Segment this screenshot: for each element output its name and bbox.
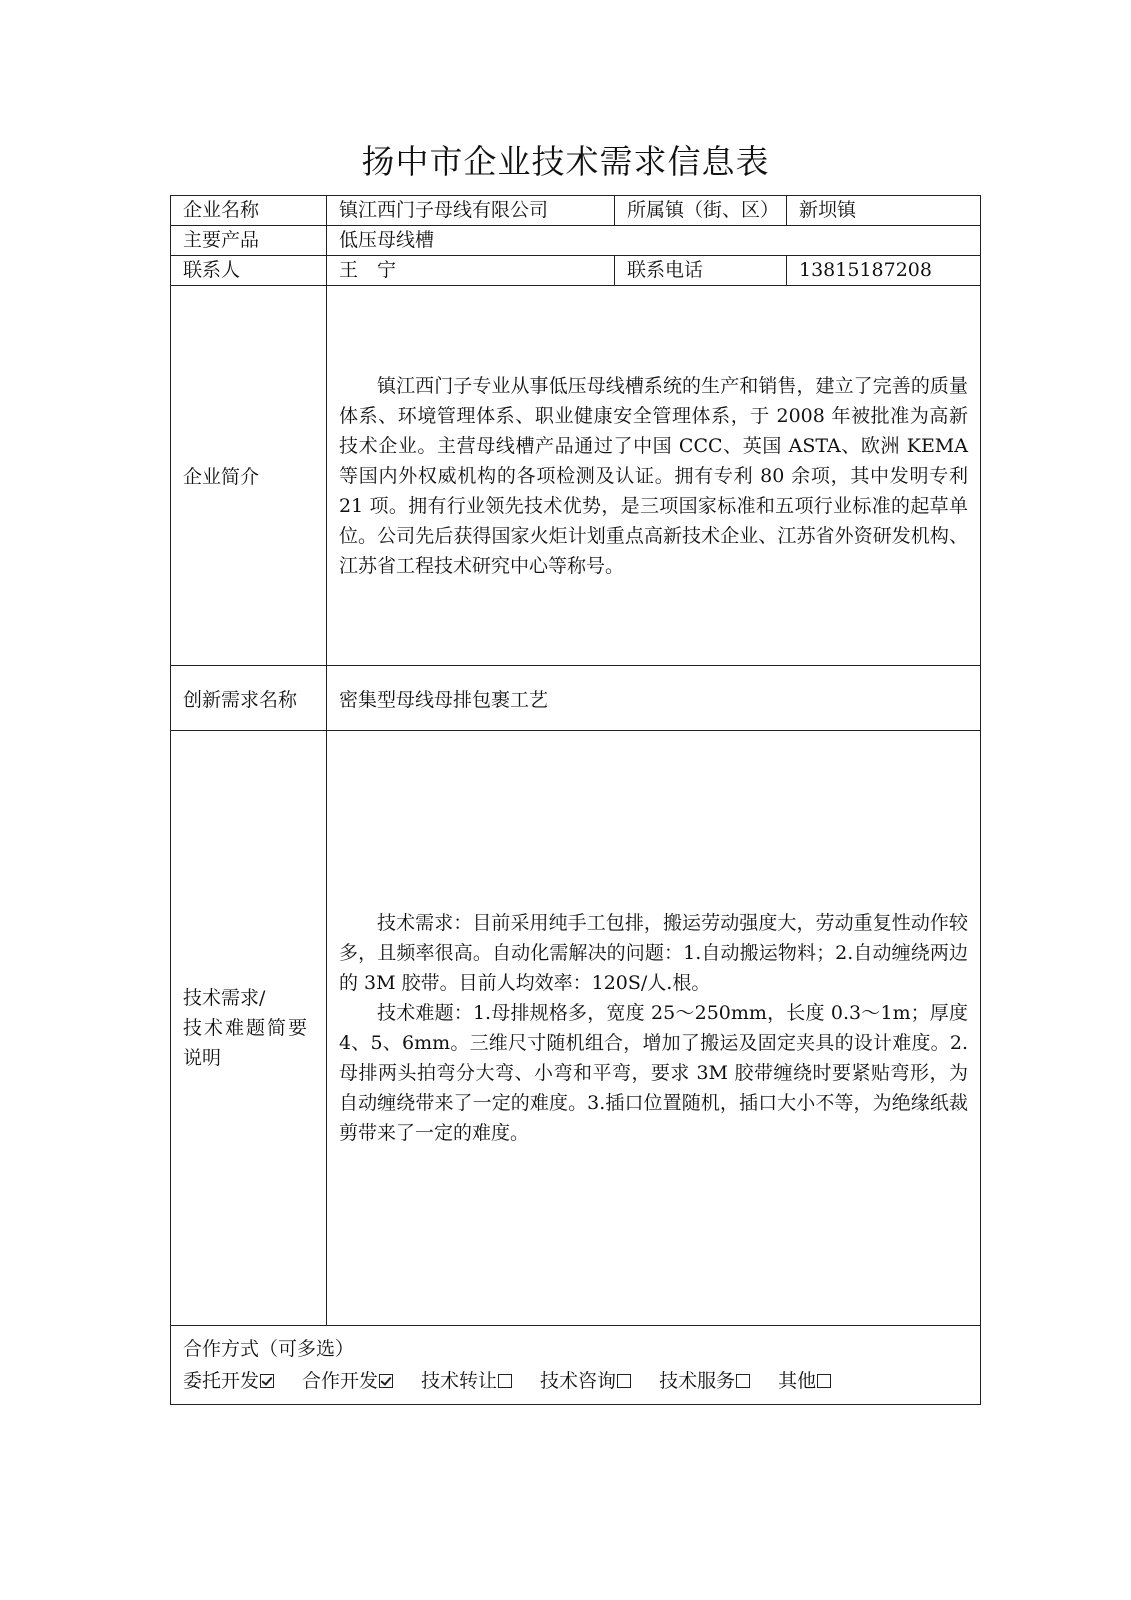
contact-value: 王 宁	[327, 256, 615, 286]
product-label: 主要产品	[171, 226, 327, 256]
need-name-value: 密集型母线母排包裹工艺	[327, 666, 981, 731]
option-tech-service[interactable]	[659, 1365, 750, 1397]
checkbox-icon[interactable]	[736, 1374, 750, 1388]
option-tech-transfer[interactable]	[421, 1365, 512, 1397]
cooperation-label: 合作方式（可多选）	[183, 1338, 355, 1360]
detail-need-text: 技术需求：目前采用纯手工包排，搬运劳动强度大，劳动重复性动作较多，且频率很高。自动化需解决的问题：1.自动搬运物料；2.自动缠绕两边的 3M 胶带。目前人均效率：120S/人.根。	[339, 912, 968, 994]
checkbox-icon[interactable]	[817, 1374, 831, 1388]
contact-row	[171, 256, 981, 286]
option-label: 技术服务	[659, 1370, 736, 1392]
company-name-value: 镇江西门子母线有限公司	[327, 196, 615, 226]
phone-value: 13815187208	[787, 256, 981, 286]
checkbox-icon[interactable]	[617, 1374, 631, 1388]
option-label: 合作开发	[302, 1370, 379, 1392]
checkbox-icon[interactable]	[379, 1374, 393, 1388]
cooperation-options	[183, 1365, 968, 1397]
option-other[interactable]	[778, 1365, 831, 1397]
detail-difficulty-text: 技术难题：1.母排规格多，宽度 25～250mm，长度 0.3～1m；厚度 4、5、6mm。三维尺寸随机组合，增加了搬运及固定夹具的设计难度。2.母排两头拍弯分大弯、小弯和平弯，要求 3M 胶带缠绕时要紧贴弯形，为自动缠绕带来了一定的难度。3.插口位置随机，插口大小不等，为绝缘纸裁剪带来了一定的难度。	[339, 1002, 968, 1144]
detail-label	[171, 731, 327, 1326]
option-label: 其他	[778, 1370, 817, 1392]
intro-cell	[327, 286, 981, 666]
company-name-row	[171, 196, 981, 226]
intro-text: 镇江西门子专业从事低压母线槽系统的生产和销售，建立了完善的质量体系、环境管理体系、职业健康安全管理体系，于 2008 年被批准为高新技术企业。主营母线槽产品通过了中国 CCC、英国 ASTA、欧洲 KEMA 等国内外权威机构的各项检测及认证。拥有专利 80 余项，其中发明专利 21 项。拥有行业领先技术优势，是三项国家标准和五项行业标准的起草单位。公司先后获得国家火炬计划重点高新技术企业、江苏省外资研发机构、江苏省工程技术研究中心等称号。	[339, 374, 968, 577]
page-title: 扬中市企业技术需求信息表	[361, 142, 770, 181]
info-table	[170, 195, 981, 1405]
town-label: 所属镇（街、区）	[615, 196, 787, 226]
detail-cell	[327, 731, 981, 1326]
checkbox-icon[interactable]	[498, 1374, 512, 1388]
product-value: 低压母线槽	[327, 226, 981, 256]
contact-label: 联系人	[171, 256, 327, 286]
detail-label-line1: 技术需求/	[183, 987, 266, 1009]
detail-row	[171, 731, 981, 1326]
option-entrusted-dev[interactable]	[183, 1365, 274, 1397]
option-label: 技术咨询	[540, 1370, 617, 1392]
option-joint-dev[interactable]	[302, 1365, 393, 1397]
cooperation-row	[171, 1326, 981, 1405]
town-value: 新坝镇	[787, 196, 981, 226]
option-label: 技术转让	[421, 1370, 498, 1392]
checkbox-icon[interactable]	[260, 1374, 274, 1388]
phone-label: 联系电话	[615, 256, 787, 286]
need-name-label: 创新需求名称	[171, 666, 327, 731]
company-name-label: 企业名称	[171, 196, 327, 226]
intro-row	[171, 286, 981, 666]
option-label: 委托开发	[183, 1370, 260, 1392]
detail-label-line3: 说明	[183, 1047, 222, 1069]
intro-label: 企业简介	[171, 286, 327, 666]
option-tech-consulting[interactable]	[540, 1365, 631, 1397]
cooperation-cell	[171, 1326, 981, 1405]
product-row	[171, 226, 981, 256]
need-name-row	[171, 666, 981, 731]
detail-label-line2: 技术难题简要	[183, 1017, 310, 1039]
